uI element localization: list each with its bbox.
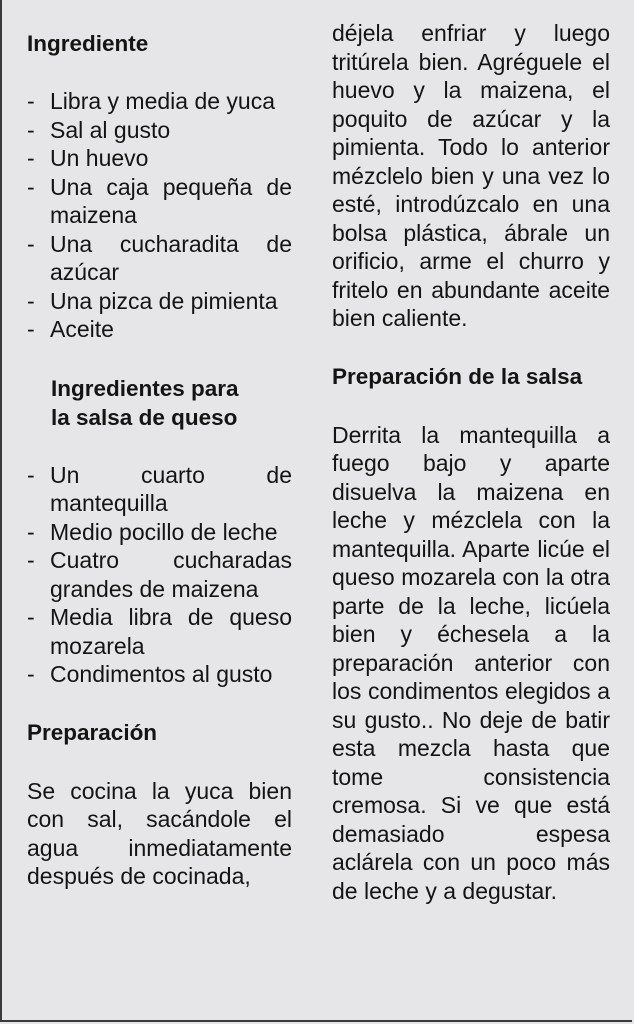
- ingredient-item: - Una pizca de pimienta: [27, 287, 292, 316]
- right-column: [332, 0, 610, 905]
- heading-ingredientes: Ingrediente: [27, 31, 149, 56]
- sauce-ingredient-item: - Un cuarto de mantequilla: [27, 461, 292, 518]
- ingredient-item: - Un huevo: [27, 144, 292, 173]
- sauce-preparation-text: Derrita la mantequilla a fuego bajo y aparte disuelva la maizena en leche y mézclela con la mantequilla. Aparte licúe el queso mozarela con la otra parte de la leche, licúela bien y échesela a la preparación anterior con los condimentos elegidos a su gusto.. No deje de batir esta mezcla hasta que tome consistencia cremosa. Si ve que está demasiado espesa aclárela con un poco más de leche y a degustar.: [332, 421, 610, 904]
- ingredient-item: - Una caja pequeña de maizena: [27, 173, 292, 230]
- heading-salsa-line-2: la salsa de queso: [51, 404, 238, 430]
- ingredient-item: - Sal al gusto: [27, 116, 292, 145]
- heading-preparacion: Preparación: [27, 719, 158, 745]
- sauce-ingredient-item: - Cuatro cucharadas grandes de maizena: [27, 546, 292, 603]
- left-column: [27, 0, 292, 891]
- ingredient-item: - Aceite: [27, 315, 292, 344]
- sauce-ingredient-item: - Condimentos al gusto: [27, 660, 292, 689]
- heading-salsa: [27, 374, 292, 432]
- heading-salsa-line-1: Ingredientes para: [51, 375, 239, 401]
- ingredient-item: - Libra y media de yuca: [27, 87, 292, 116]
- heading-preparacion-salsa: Preparación de la salsa: [332, 363, 583, 389]
- sauce-ingredients-list: [27, 461, 292, 689]
- sauce-ingredient-item: - Media libra de queso mozarela: [27, 603, 292, 660]
- ingredients-list: [27, 87, 292, 344]
- preparation-text-continued: déjela enfriar y luego tritúrela bien. Agréguele el huevo y la maizena, el poquito de azúcar y la pimienta. Todo lo anterior mézclelo bien y una vez lo esté, introdúzcalo en una bolsa plástica, ábrale un orificio, arme el churro y fritelo en abundante aceite bien caliente.: [332, 20, 610, 331]
- ingredient-item: - Una cucharadita de azúcar: [27, 230, 292, 287]
- sauce-ingredient-item: - Medio pocillo de leche: [27, 518, 292, 547]
- preparation-text-start: Se cocina la yuca bien con sal, sacándole el agua inmediatamente después de cocinada,: [27, 777, 292, 889]
